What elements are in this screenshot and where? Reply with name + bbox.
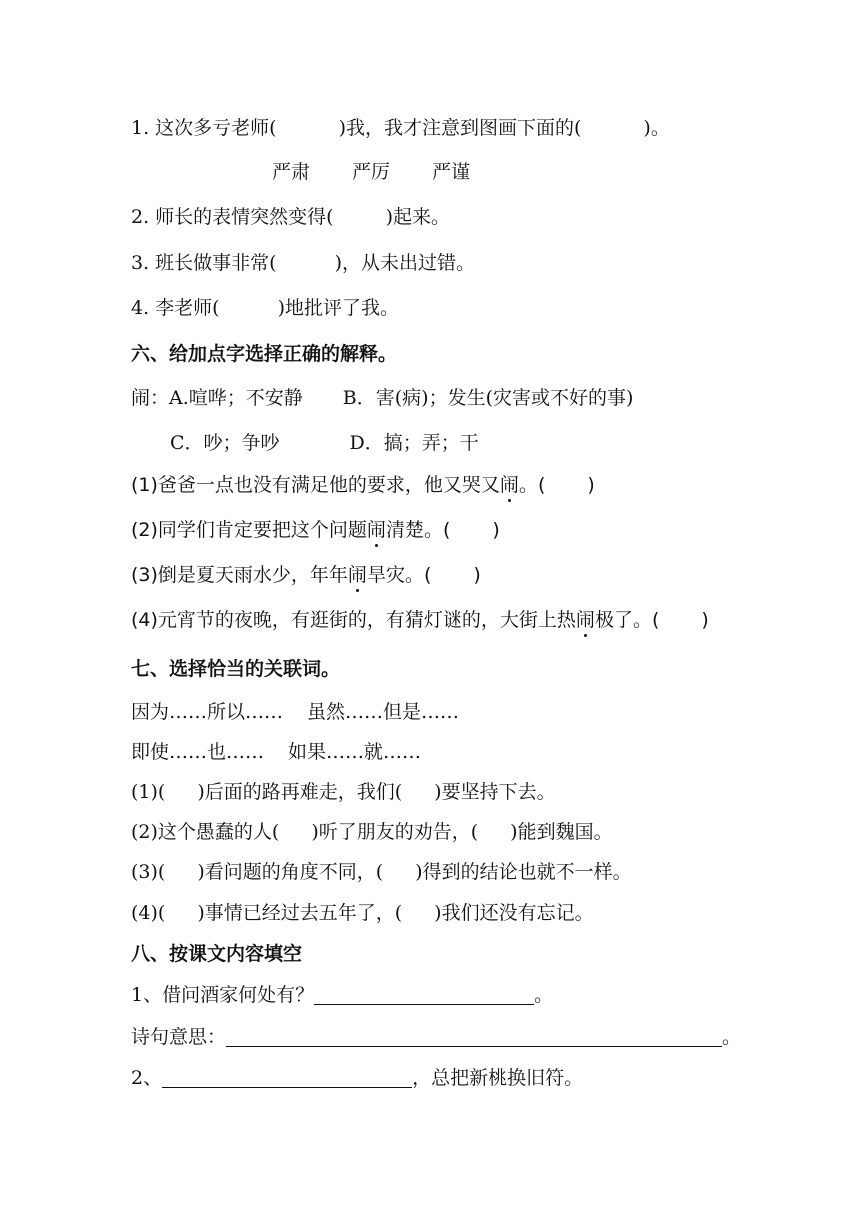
section6-title: 六、给加点字选择正确的解释。	[131, 343, 398, 365]
q5-3: 3. 班长做事非常( )，从未出过错。	[131, 252, 476, 274]
dotted-char: 闹	[575, 609, 595, 631]
q5-4: 4. 李老师( )地批评了我。	[131, 297, 400, 319]
q7-1: (1)( )后面的路再难走，我们( )要坚持下去。	[131, 781, 556, 803]
section8-title: 八、按课文内容填空	[131, 943, 303, 965]
q5-1: 1. 这次多亏老师( )我，我才注意到图画下面的( )。	[131, 117, 670, 139]
dotted-char: 闹	[347, 564, 367, 586]
section7-title: 七、选择恰当的关联词。	[131, 658, 341, 680]
q6-3: (3)倒是夏天雨水少，年年闹旱灾。( )	[131, 564, 481, 586]
answer-line[interactable]	[162, 1067, 412, 1088]
dotted-char: 闹	[366, 519, 386, 541]
fill-line-2: 诗句意思： 。	[131, 1026, 742, 1048]
q6-1: (1)爸爸一点也没有满足他的要求，他又哭又闹。( )	[131, 474, 595, 496]
q5-2: 2. 师长的表情突然变得( )起来。	[131, 206, 451, 228]
definition-row-2: C．吵；争吵 D．搞；弄；干	[170, 432, 479, 454]
conjunction-row-1: 因为……所以…… 虽然……但是……	[131, 701, 460, 723]
fill-line-3: 2、 ，总把新桃换旧符。	[131, 1067, 584, 1089]
answer-line[interactable]	[314, 984, 534, 1005]
q6-4: (4)元宵节的夜晚，有逛街的，有猜灯谜的，大街上热闹极了。( )	[131, 609, 709, 631]
q7-3: (3)( )看问题的角度不同，( )得到的结论也就不一样。	[131, 861, 632, 883]
dotted-char: 闹	[499, 474, 519, 496]
q7-4: (4)( )事情已经过去五年了，( )我们还没有忘记。	[131, 902, 594, 924]
q6-2: (2)同学们肯定要把这个问题闹清楚。( )	[131, 519, 500, 541]
answer-line[interactable]	[226, 1026, 722, 1047]
fill-line-1: 1、借问酒家何处有？ 。	[131, 984, 554, 1006]
q7-2: (2)这个愚蠢的人( )听了朋友的劝告，( )能到魏国。	[131, 821, 613, 843]
definition-row-1: 闹：A.喧哗；不安静 B．害(病)；发生(灾害或不好的事)	[131, 387, 634, 409]
word-options: 严肃 严厉 严谨	[272, 161, 471, 183]
conjunction-row-2: 即使……也…… 如果……就……	[131, 741, 422, 763]
